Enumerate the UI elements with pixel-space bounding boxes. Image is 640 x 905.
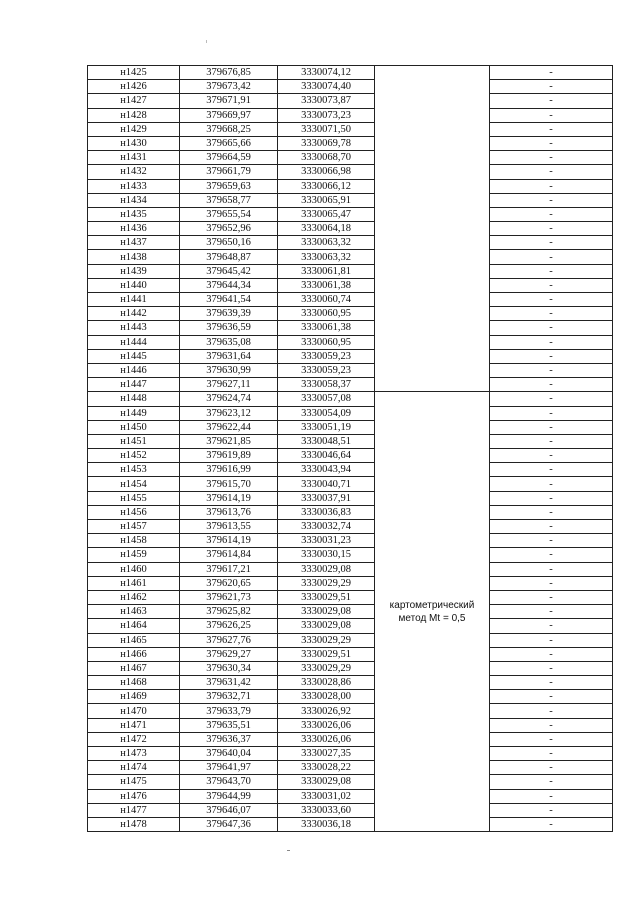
- table-row: [88, 179, 613, 193]
- y-coordinate-cell: 3330031,23: [278, 534, 375, 548]
- point-id-cell: н1437: [88, 236, 180, 250]
- point-id-cell: н1433: [88, 179, 180, 193]
- dash-cell: -: [490, 491, 613, 505]
- dash-cell: -: [490, 647, 613, 661]
- point-id-cell: н1435: [88, 207, 180, 221]
- table-row: [88, 136, 613, 150]
- y-coordinate-cell: 3330058,37: [278, 378, 375, 392]
- y-coordinate-cell: 3330036,83: [278, 505, 375, 519]
- x-coordinate-cell: 379613,76: [180, 505, 278, 519]
- dash-cell: -: [490, 633, 613, 647]
- point-id-cell: н1464: [88, 619, 180, 633]
- point-id-cell: н1432: [88, 165, 180, 179]
- x-coordinate-cell: 379631,64: [180, 349, 278, 363]
- table-row: [88, 434, 613, 448]
- y-coordinate-cell: 3330026,06: [278, 718, 375, 732]
- table-row: [88, 576, 613, 590]
- y-coordinate-cell: 3330036,18: [278, 817, 375, 831]
- point-id-cell: н1443: [88, 321, 180, 335]
- x-coordinate-cell: 379613,55: [180, 520, 278, 534]
- dash-cell: -: [490, 94, 613, 108]
- x-coordinate-cell: 379648,87: [180, 250, 278, 264]
- table-row: [88, 420, 613, 434]
- point-id-cell: н1449: [88, 406, 180, 420]
- y-coordinate-cell: 3330032,74: [278, 520, 375, 534]
- point-id-cell: н1426: [88, 80, 180, 94]
- point-id-cell: н1470: [88, 704, 180, 718]
- x-coordinate-cell: 379614,84: [180, 548, 278, 562]
- x-coordinate-cell: 379644,99: [180, 789, 278, 803]
- y-coordinate-cell: 3330059,23: [278, 363, 375, 377]
- table-row: [88, 293, 613, 307]
- x-coordinate-cell: 379640,04: [180, 747, 278, 761]
- point-id-cell: н1439: [88, 264, 180, 278]
- table-row: [88, 548, 613, 562]
- x-coordinate-cell: 379668,25: [180, 122, 278, 136]
- y-coordinate-cell: 3330063,32: [278, 236, 375, 250]
- dash-cell: -: [490, 293, 613, 307]
- y-coordinate-cell: 3330060,95: [278, 335, 375, 349]
- point-id-cell: н1446: [88, 363, 180, 377]
- dash-cell: -: [490, 434, 613, 448]
- y-coordinate-cell: 3330061,38: [278, 321, 375, 335]
- y-coordinate-cell: 3330026,92: [278, 704, 375, 718]
- y-coordinate-cell: 3330029,08: [278, 775, 375, 789]
- point-id-cell: н1477: [88, 803, 180, 817]
- table-row: [88, 505, 613, 519]
- method-accuracy: метод Mt = 0,5: [398, 612, 466, 624]
- table-row: [88, 449, 613, 463]
- dash-cell: -: [490, 775, 613, 789]
- x-coordinate-cell: 379661,79: [180, 165, 278, 179]
- point-id-cell: н1448: [88, 392, 180, 406]
- dash-cell: -: [490, 718, 613, 732]
- y-coordinate-cell: 3330037,91: [278, 491, 375, 505]
- dash-cell: -: [490, 222, 613, 236]
- x-coordinate-cell: 379627,76: [180, 633, 278, 647]
- dash-cell: -: [490, 122, 613, 136]
- dash-cell: -: [490, 463, 613, 477]
- dash-cell: -: [490, 732, 613, 746]
- table-row: [88, 647, 613, 661]
- dash-cell: -: [490, 321, 613, 335]
- table-row: [88, 392, 613, 406]
- y-coordinate-cell: 3330029,08: [278, 562, 375, 576]
- y-coordinate-cell: 3330027,35: [278, 747, 375, 761]
- x-coordinate-cell: 379646,07: [180, 803, 278, 817]
- point-id-cell: н1472: [88, 732, 180, 746]
- y-coordinate-cell: 3330064,18: [278, 222, 375, 236]
- dash-cell: -: [490, 520, 613, 534]
- table-row: [88, 250, 613, 264]
- point-id-cell: н1459: [88, 548, 180, 562]
- dash-cell: -: [490, 307, 613, 321]
- dash-cell: -: [490, 803, 613, 817]
- point-id-cell: н1475: [88, 775, 180, 789]
- y-coordinate-cell: 3330063,32: [278, 250, 375, 264]
- table-row: [88, 335, 613, 349]
- point-id-cell: н1473: [88, 747, 180, 761]
- x-coordinate-cell: 379641,54: [180, 293, 278, 307]
- page-mark: [206, 40, 207, 43]
- y-coordinate-cell: 3330029,29: [278, 661, 375, 675]
- table-row: [88, 363, 613, 377]
- dash-cell: -: [490, 349, 613, 363]
- point-id-cell: н1455: [88, 491, 180, 505]
- point-id-cell: н1428: [88, 108, 180, 122]
- table-row: [88, 80, 613, 94]
- point-id-cell: н1474: [88, 761, 180, 775]
- x-coordinate-cell: 379635,08: [180, 335, 278, 349]
- point-id-cell: н1453: [88, 463, 180, 477]
- y-coordinate-cell: 3330073,87: [278, 94, 375, 108]
- dash-cell: -: [490, 690, 613, 704]
- table-row: [88, 165, 613, 179]
- point-id-cell: н1425: [88, 66, 180, 80]
- dash-cell: -: [490, 250, 613, 264]
- x-coordinate-cell: 379614,19: [180, 534, 278, 548]
- point-id-cell: н1442: [88, 307, 180, 321]
- y-coordinate-cell: 3330054,09: [278, 406, 375, 420]
- table-row: [88, 747, 613, 761]
- point-id-cell: н1460: [88, 562, 180, 576]
- table-row: [88, 236, 613, 250]
- y-coordinate-cell: 3330060,74: [278, 293, 375, 307]
- dash-cell: -: [490, 548, 613, 562]
- y-coordinate-cell: 3330065,47: [278, 207, 375, 221]
- x-coordinate-cell: 379673,42: [180, 80, 278, 94]
- table-row: [88, 278, 613, 292]
- coordinates-table-body: [88, 66, 613, 832]
- dash-cell: -: [490, 420, 613, 434]
- dash-cell: -: [490, 789, 613, 803]
- y-coordinate-cell: 3330033,60: [278, 803, 375, 817]
- point-id-cell: н1441: [88, 293, 180, 307]
- y-coordinate-cell: 3330031,02: [278, 789, 375, 803]
- point-id-cell: н1438: [88, 250, 180, 264]
- table-row: [88, 151, 613, 165]
- point-id-cell: н1461: [88, 576, 180, 590]
- point-id-cell: н1456: [88, 505, 180, 519]
- dash-cell: -: [490, 378, 613, 392]
- y-coordinate-cell: 3330046,64: [278, 449, 375, 463]
- table-row: [88, 661, 613, 675]
- y-coordinate-cell: 3330066,98: [278, 165, 375, 179]
- dash-cell: -: [490, 151, 613, 165]
- x-coordinate-cell: 379641,97: [180, 761, 278, 775]
- x-coordinate-cell: 379636,37: [180, 732, 278, 746]
- table-row: [88, 378, 613, 392]
- y-coordinate-cell: 3330073,23: [278, 108, 375, 122]
- table-row: [88, 349, 613, 363]
- point-id-cell: н1451: [88, 434, 180, 448]
- dash-cell: -: [490, 676, 613, 690]
- y-coordinate-cell: 3330029,51: [278, 647, 375, 661]
- y-coordinate-cell: 3330029,08: [278, 605, 375, 619]
- x-coordinate-cell: 379632,71: [180, 690, 278, 704]
- point-id-cell: н1476: [88, 789, 180, 803]
- dash-cell: -: [490, 590, 613, 604]
- point-id-cell: н1429: [88, 122, 180, 136]
- page-footer-mark: [287, 850, 290, 851]
- point-id-cell: н1440: [88, 278, 180, 292]
- x-coordinate-cell: 379645,42: [180, 264, 278, 278]
- y-coordinate-cell: 3330028,22: [278, 761, 375, 775]
- method-cell-empty: [375, 66, 490, 392]
- x-coordinate-cell: 379630,99: [180, 363, 278, 377]
- dash-cell: -: [490, 605, 613, 619]
- point-id-cell: н1471: [88, 718, 180, 732]
- x-coordinate-cell: 379621,73: [180, 590, 278, 604]
- x-coordinate-cell: 379629,27: [180, 647, 278, 661]
- dash-cell: -: [490, 236, 613, 250]
- point-id-cell: н1478: [88, 817, 180, 831]
- table-row: [88, 817, 613, 831]
- table-row: [88, 619, 613, 633]
- y-coordinate-cell: 3330030,15: [278, 548, 375, 562]
- y-coordinate-cell: 3330066,12: [278, 179, 375, 193]
- x-coordinate-cell: 379622,44: [180, 420, 278, 434]
- dash-cell: -: [490, 108, 613, 122]
- dash-cell: -: [490, 576, 613, 590]
- point-id-cell: н1427: [88, 94, 180, 108]
- dash-cell: -: [490, 335, 613, 349]
- dash-cell: -: [490, 449, 613, 463]
- table-row: [88, 704, 613, 718]
- table-row: [88, 590, 613, 604]
- dash-cell: -: [490, 278, 613, 292]
- point-id-cell: н1466: [88, 647, 180, 661]
- y-coordinate-cell: 3330061,38: [278, 278, 375, 292]
- table-row: [88, 761, 613, 775]
- x-coordinate-cell: 379659,63: [180, 179, 278, 193]
- x-coordinate-cell: 379655,54: [180, 207, 278, 221]
- y-coordinate-cell: 3330029,29: [278, 576, 375, 590]
- x-coordinate-cell: 379647,36: [180, 817, 278, 831]
- table-row: [88, 477, 613, 491]
- point-id-cell: н1467: [88, 661, 180, 675]
- point-id-cell: н1452: [88, 449, 180, 463]
- dash-cell: -: [490, 66, 613, 80]
- dash-cell: -: [490, 406, 613, 420]
- point-id-cell: н1434: [88, 193, 180, 207]
- dash-cell: -: [490, 207, 613, 221]
- y-coordinate-cell: 3330068,70: [278, 151, 375, 165]
- table-row: [88, 321, 613, 335]
- x-coordinate-cell: 379615,70: [180, 477, 278, 491]
- x-coordinate-cell: 379620,65: [180, 576, 278, 590]
- point-id-cell: н1436: [88, 222, 180, 236]
- point-id-cell: н1430: [88, 136, 180, 150]
- point-id-cell: н1462: [88, 590, 180, 604]
- table-row: [88, 775, 613, 789]
- table-row: [88, 562, 613, 576]
- y-coordinate-cell: 3330069,78: [278, 136, 375, 150]
- y-coordinate-cell: 3330060,95: [278, 307, 375, 321]
- x-coordinate-cell: 379652,96: [180, 222, 278, 236]
- x-coordinate-cell: 379619,89: [180, 449, 278, 463]
- y-coordinate-cell: 3330071,50: [278, 122, 375, 136]
- dash-cell: -: [490, 363, 613, 377]
- table-row: [88, 690, 613, 704]
- y-coordinate-cell: 3330029,08: [278, 619, 375, 633]
- dash-cell: -: [490, 193, 613, 207]
- table-row: [88, 491, 613, 505]
- dash-cell: -: [490, 80, 613, 94]
- x-coordinate-cell: 379664,59: [180, 151, 278, 165]
- dash-cell: -: [490, 477, 613, 491]
- x-coordinate-cell: 379636,59: [180, 321, 278, 335]
- y-coordinate-cell: 3330065,91: [278, 193, 375, 207]
- y-coordinate-cell: 3330061,81: [278, 264, 375, 278]
- x-coordinate-cell: 379643,70: [180, 775, 278, 789]
- point-id-cell: н1444: [88, 335, 180, 349]
- dash-cell: -: [490, 661, 613, 675]
- dash-cell: -: [490, 761, 613, 775]
- x-coordinate-cell: 379623,12: [180, 406, 278, 420]
- x-coordinate-cell: 379630,34: [180, 661, 278, 675]
- table-row: [88, 633, 613, 647]
- point-id-cell: н1469: [88, 690, 180, 704]
- x-coordinate-cell: 379671,91: [180, 94, 278, 108]
- x-coordinate-cell: 379617,21: [180, 562, 278, 576]
- table-row: [88, 676, 613, 690]
- x-coordinate-cell: 379639,39: [180, 307, 278, 321]
- point-id-cell: н1454: [88, 477, 180, 491]
- y-coordinate-cell: 3330057,08: [278, 392, 375, 406]
- x-coordinate-cell: 379665,66: [180, 136, 278, 150]
- y-coordinate-cell: 3330040,71: [278, 477, 375, 491]
- x-coordinate-cell: 379631,42: [180, 676, 278, 690]
- x-coordinate-cell: 379625,82: [180, 605, 278, 619]
- table-row: [88, 108, 613, 122]
- x-coordinate-cell: 379644,34: [180, 278, 278, 292]
- x-coordinate-cell: 379650,16: [180, 236, 278, 250]
- x-coordinate-cell: 379614,19: [180, 491, 278, 505]
- x-coordinate-cell: 379621,85: [180, 434, 278, 448]
- table-row: [88, 732, 613, 746]
- x-coordinate-cell: 379669,97: [180, 108, 278, 122]
- dash-cell: -: [490, 505, 613, 519]
- table-row: [88, 406, 613, 420]
- y-coordinate-cell: 3330043,94: [278, 463, 375, 477]
- point-id-cell: н1458: [88, 534, 180, 548]
- dash-cell: -: [490, 562, 613, 576]
- y-coordinate-cell: 3330029,51: [278, 590, 375, 604]
- dash-cell: -: [490, 704, 613, 718]
- table-row: [88, 264, 613, 278]
- dash-cell: -: [490, 136, 613, 150]
- y-coordinate-cell: 3330048,51: [278, 434, 375, 448]
- table-row: [88, 222, 613, 236]
- table-row: [88, 122, 613, 136]
- point-id-cell: н1457: [88, 520, 180, 534]
- y-coordinate-cell: 3330074,40: [278, 80, 375, 94]
- dash-cell: -: [490, 817, 613, 831]
- point-id-cell: н1450: [88, 420, 180, 434]
- coordinates-table: [87, 65, 613, 832]
- table-row: [88, 463, 613, 477]
- table-row: [88, 307, 613, 321]
- y-coordinate-cell: 3330028,00: [278, 690, 375, 704]
- dash-cell: -: [490, 392, 613, 406]
- table-row: [88, 605, 613, 619]
- y-coordinate-cell: 3330028,86: [278, 676, 375, 690]
- x-coordinate-cell: 379635,51: [180, 718, 278, 732]
- y-coordinate-cell: 3330051,19: [278, 420, 375, 434]
- dash-cell: -: [490, 264, 613, 278]
- table-row: [88, 193, 613, 207]
- table-row: [88, 534, 613, 548]
- x-coordinate-cell: 379658,77: [180, 193, 278, 207]
- point-id-cell: н1463: [88, 605, 180, 619]
- x-coordinate-cell: 379624,74: [180, 392, 278, 406]
- x-coordinate-cell: 379627,11: [180, 378, 278, 392]
- table-row: [88, 718, 613, 732]
- table-row: [88, 66, 613, 80]
- y-coordinate-cell: 3330026,06: [278, 732, 375, 746]
- y-coordinate-cell: 3330074,12: [278, 66, 375, 80]
- method-cell: [375, 392, 490, 832]
- table-row: [88, 207, 613, 221]
- dash-cell: -: [490, 165, 613, 179]
- x-coordinate-cell: 379626,25: [180, 619, 278, 633]
- point-id-cell: н1445: [88, 349, 180, 363]
- x-coordinate-cell: 379633,79: [180, 704, 278, 718]
- dash-cell: -: [490, 534, 613, 548]
- point-id-cell: н1465: [88, 633, 180, 647]
- table-row: [88, 789, 613, 803]
- method-label: картометрический: [389, 599, 475, 611]
- x-coordinate-cell: 379676,85: [180, 66, 278, 80]
- table-row: [88, 520, 613, 534]
- y-coordinate-cell: 3330059,23: [278, 349, 375, 363]
- dash-cell: -: [490, 747, 613, 761]
- table-row: [88, 803, 613, 817]
- point-id-cell: н1447: [88, 378, 180, 392]
- dash-cell: -: [490, 179, 613, 193]
- y-coordinate-cell: 3330029,29: [278, 633, 375, 647]
- x-coordinate-cell: 379616,99: [180, 463, 278, 477]
- table-row: [88, 94, 613, 108]
- point-id-cell: н1468: [88, 676, 180, 690]
- point-id-cell: н1431: [88, 151, 180, 165]
- dash-cell: -: [490, 619, 613, 633]
